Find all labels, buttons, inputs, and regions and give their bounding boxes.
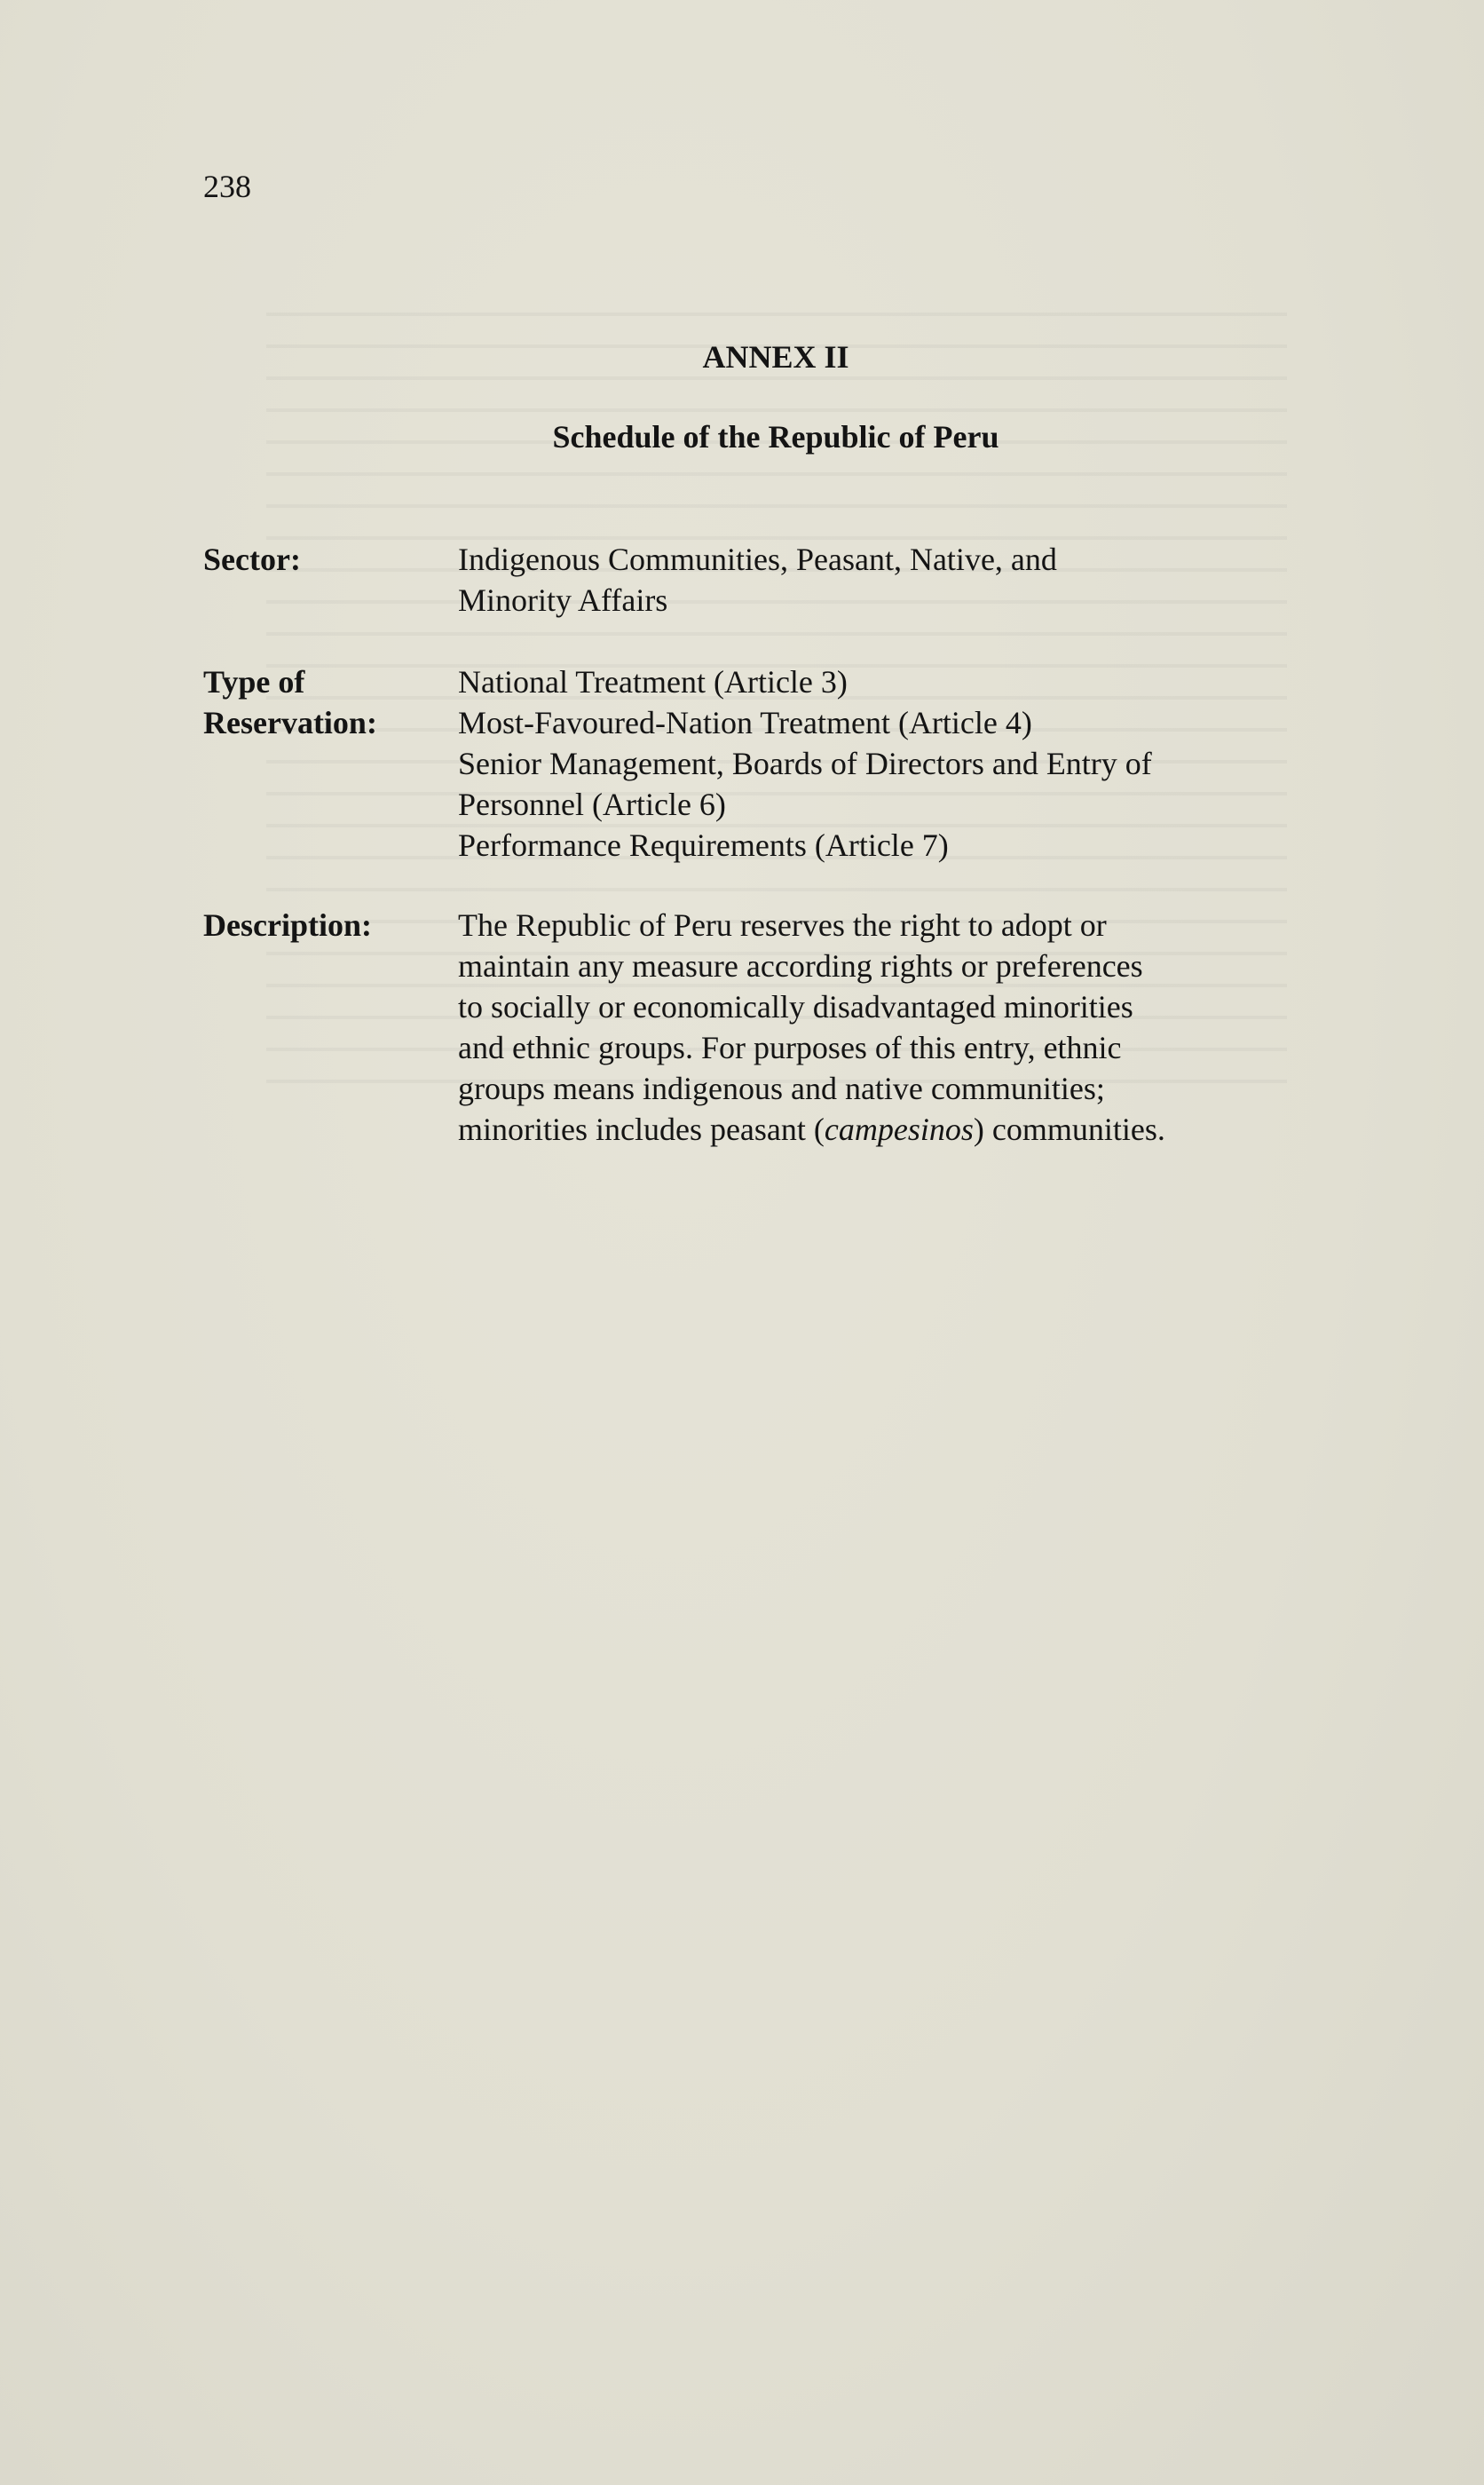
description-value: [458, 905, 1257, 1150]
description-line: and ethnic groups. For purposes of this entry, ethnic: [458, 1030, 1122, 1065]
description-line: groups means indigenous and native communities;: [458, 1071, 1105, 1106]
description-label: Description:: [203, 907, 372, 943]
type-of-reservation-value: [458, 661, 1257, 866]
page-number: 238: [203, 169, 251, 204]
sector-line: Indigenous Communities, Peasant, Native, and: [458, 542, 1057, 577]
description-text: minorities includes peasant (: [458, 1112, 825, 1147]
type-line: National Treatment (Article 3): [458, 664, 848, 700]
description-line-last: [458, 1109, 1257, 1150]
type-label-line: Type of: [203, 664, 305, 700]
type-line: Personnel (Article 6): [458, 787, 726, 822]
type-line: Senior Management, Boards of Directors and Entry of: [458, 746, 1152, 781]
sector-label: Sector:: [203, 542, 301, 577]
annex-title: ANNEX II: [702, 339, 849, 375]
schedule-title: Schedule of the Republic of Peru: [552, 419, 999, 455]
description-line: to socially or economically disadvantaged minorities: [458, 989, 1133, 1025]
campesinos-italic: campesinos: [824, 1112, 974, 1147]
type-line: Most-Favoured-Nation Treatment (Article 4): [458, 705, 1032, 740]
description-text: ) communities.: [973, 1112, 1165, 1147]
type-line: Performance Requirements (Article 7): [458, 827, 949, 863]
type-of-reservation-label: [203, 661, 452, 743]
sector-line: Minority Affairs: [458, 582, 668, 618]
description-line: maintain any measure according rights or preferences: [458, 948, 1143, 984]
type-label-line: Reservation:: [203, 705, 377, 740]
sector-value: [458, 539, 1257, 621]
description-line: The Republic of Peru reserves the right to adopt or: [458, 907, 1107, 943]
